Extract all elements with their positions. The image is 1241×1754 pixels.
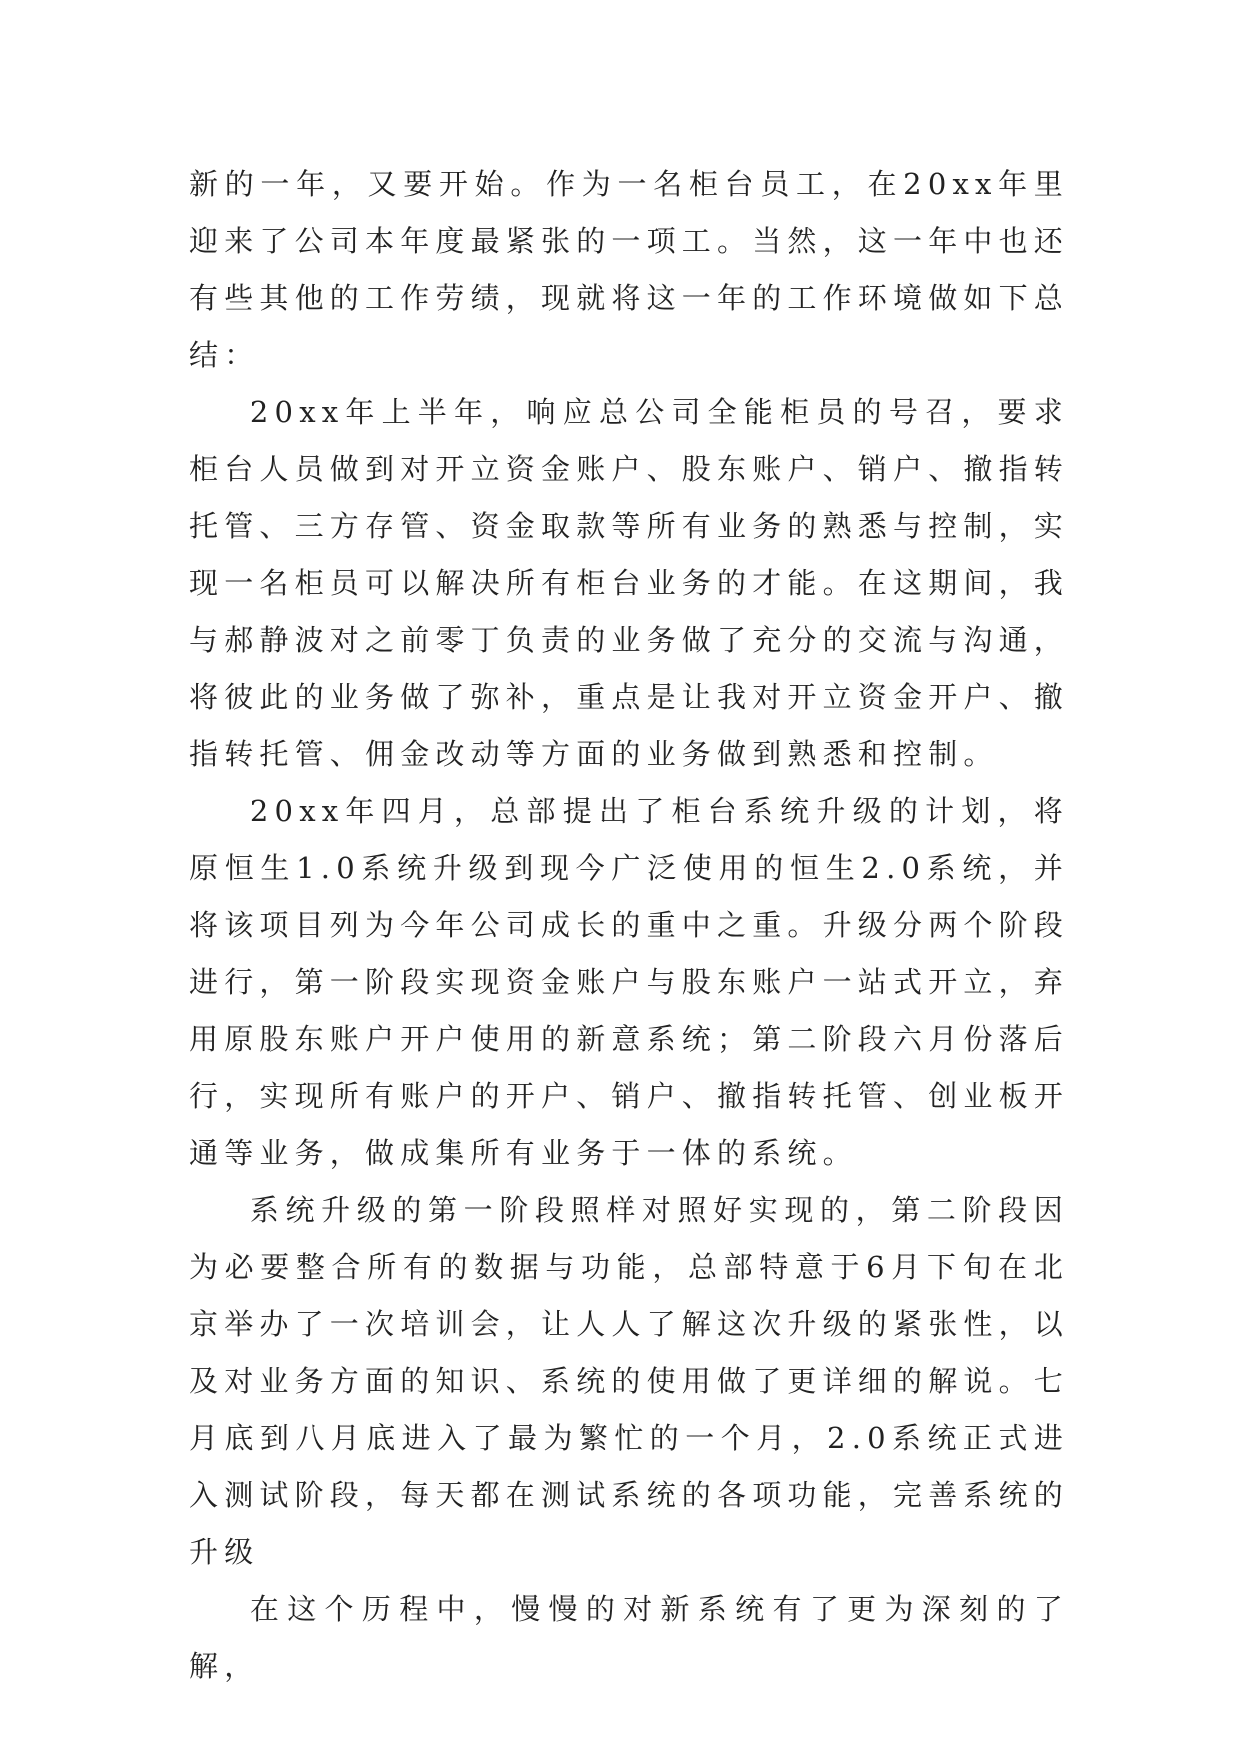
- paragraph-upgrade-phases: 系统升级的第一阶段照样对照好实现的，第二阶段因为必要整合所有的数据与功能，总部特意于6月下旬在北京举办了一次培训会，让人人了解这次升级的紧张性，以及对业务方面的知识、系统的使用做了更详细的解说。七月底到八月底进入了最为繁忙的一个月，2.0系统正式进入测试阶段，每天都在测试系统的各项功能，完善系统的升级: [189, 1193, 1070, 1569]
- document-body: [189, 156, 1069, 1695]
- paragraph-intro: 新的一年，又要开始。作为一名柜台员工，在20xx年里迎来了公司本年度最紧张的一项工。当然，这一年中也还有些其他的工作劳绩，现就将这一年的工作环境做如下总结：: [189, 167, 1070, 372]
- paragraph-first-half-year: 20xx年上半年，响应总公司全能柜员的号召，要求柜台人员做到对开立资金账户、股东账户、销户、撤指转托管、三方存管、资金取款等所有业务的熟悉与控制，实现一名柜员可以解决所有柜台业务的才能。在这期间，我与郝静波对之前零丁负责的业务做了充分的交流与沟通，将彼此的业务做了弥补，重点是让我对开立资金开户、撤指转托管、佣金改动等方面的业务做到熟悉和控制。: [189, 395, 1070, 771]
- paragraph-process: 在这个历程中，慢慢的对新系统有了更为深刻的了解，: [189, 1592, 1069, 1683]
- paragraph-april-upgrade: 20xx年四月，总部提出了柜台系统升级的计划，将原恒生1.0系统升级到现今广泛使用的恒生2.0系统，并将该项目列为今年公司成长的重中之重。升级分两个阶段进行，第一阶段实现资金账户与股东账户一站式开立，弃用原股东账户开户使用的新意系统；第二阶段六月份落后行，实现所有账户的开户、销户、撤指转托管、创业板开通等业务，做成集所有业务于一体的系统。: [189, 794, 1070, 1170]
